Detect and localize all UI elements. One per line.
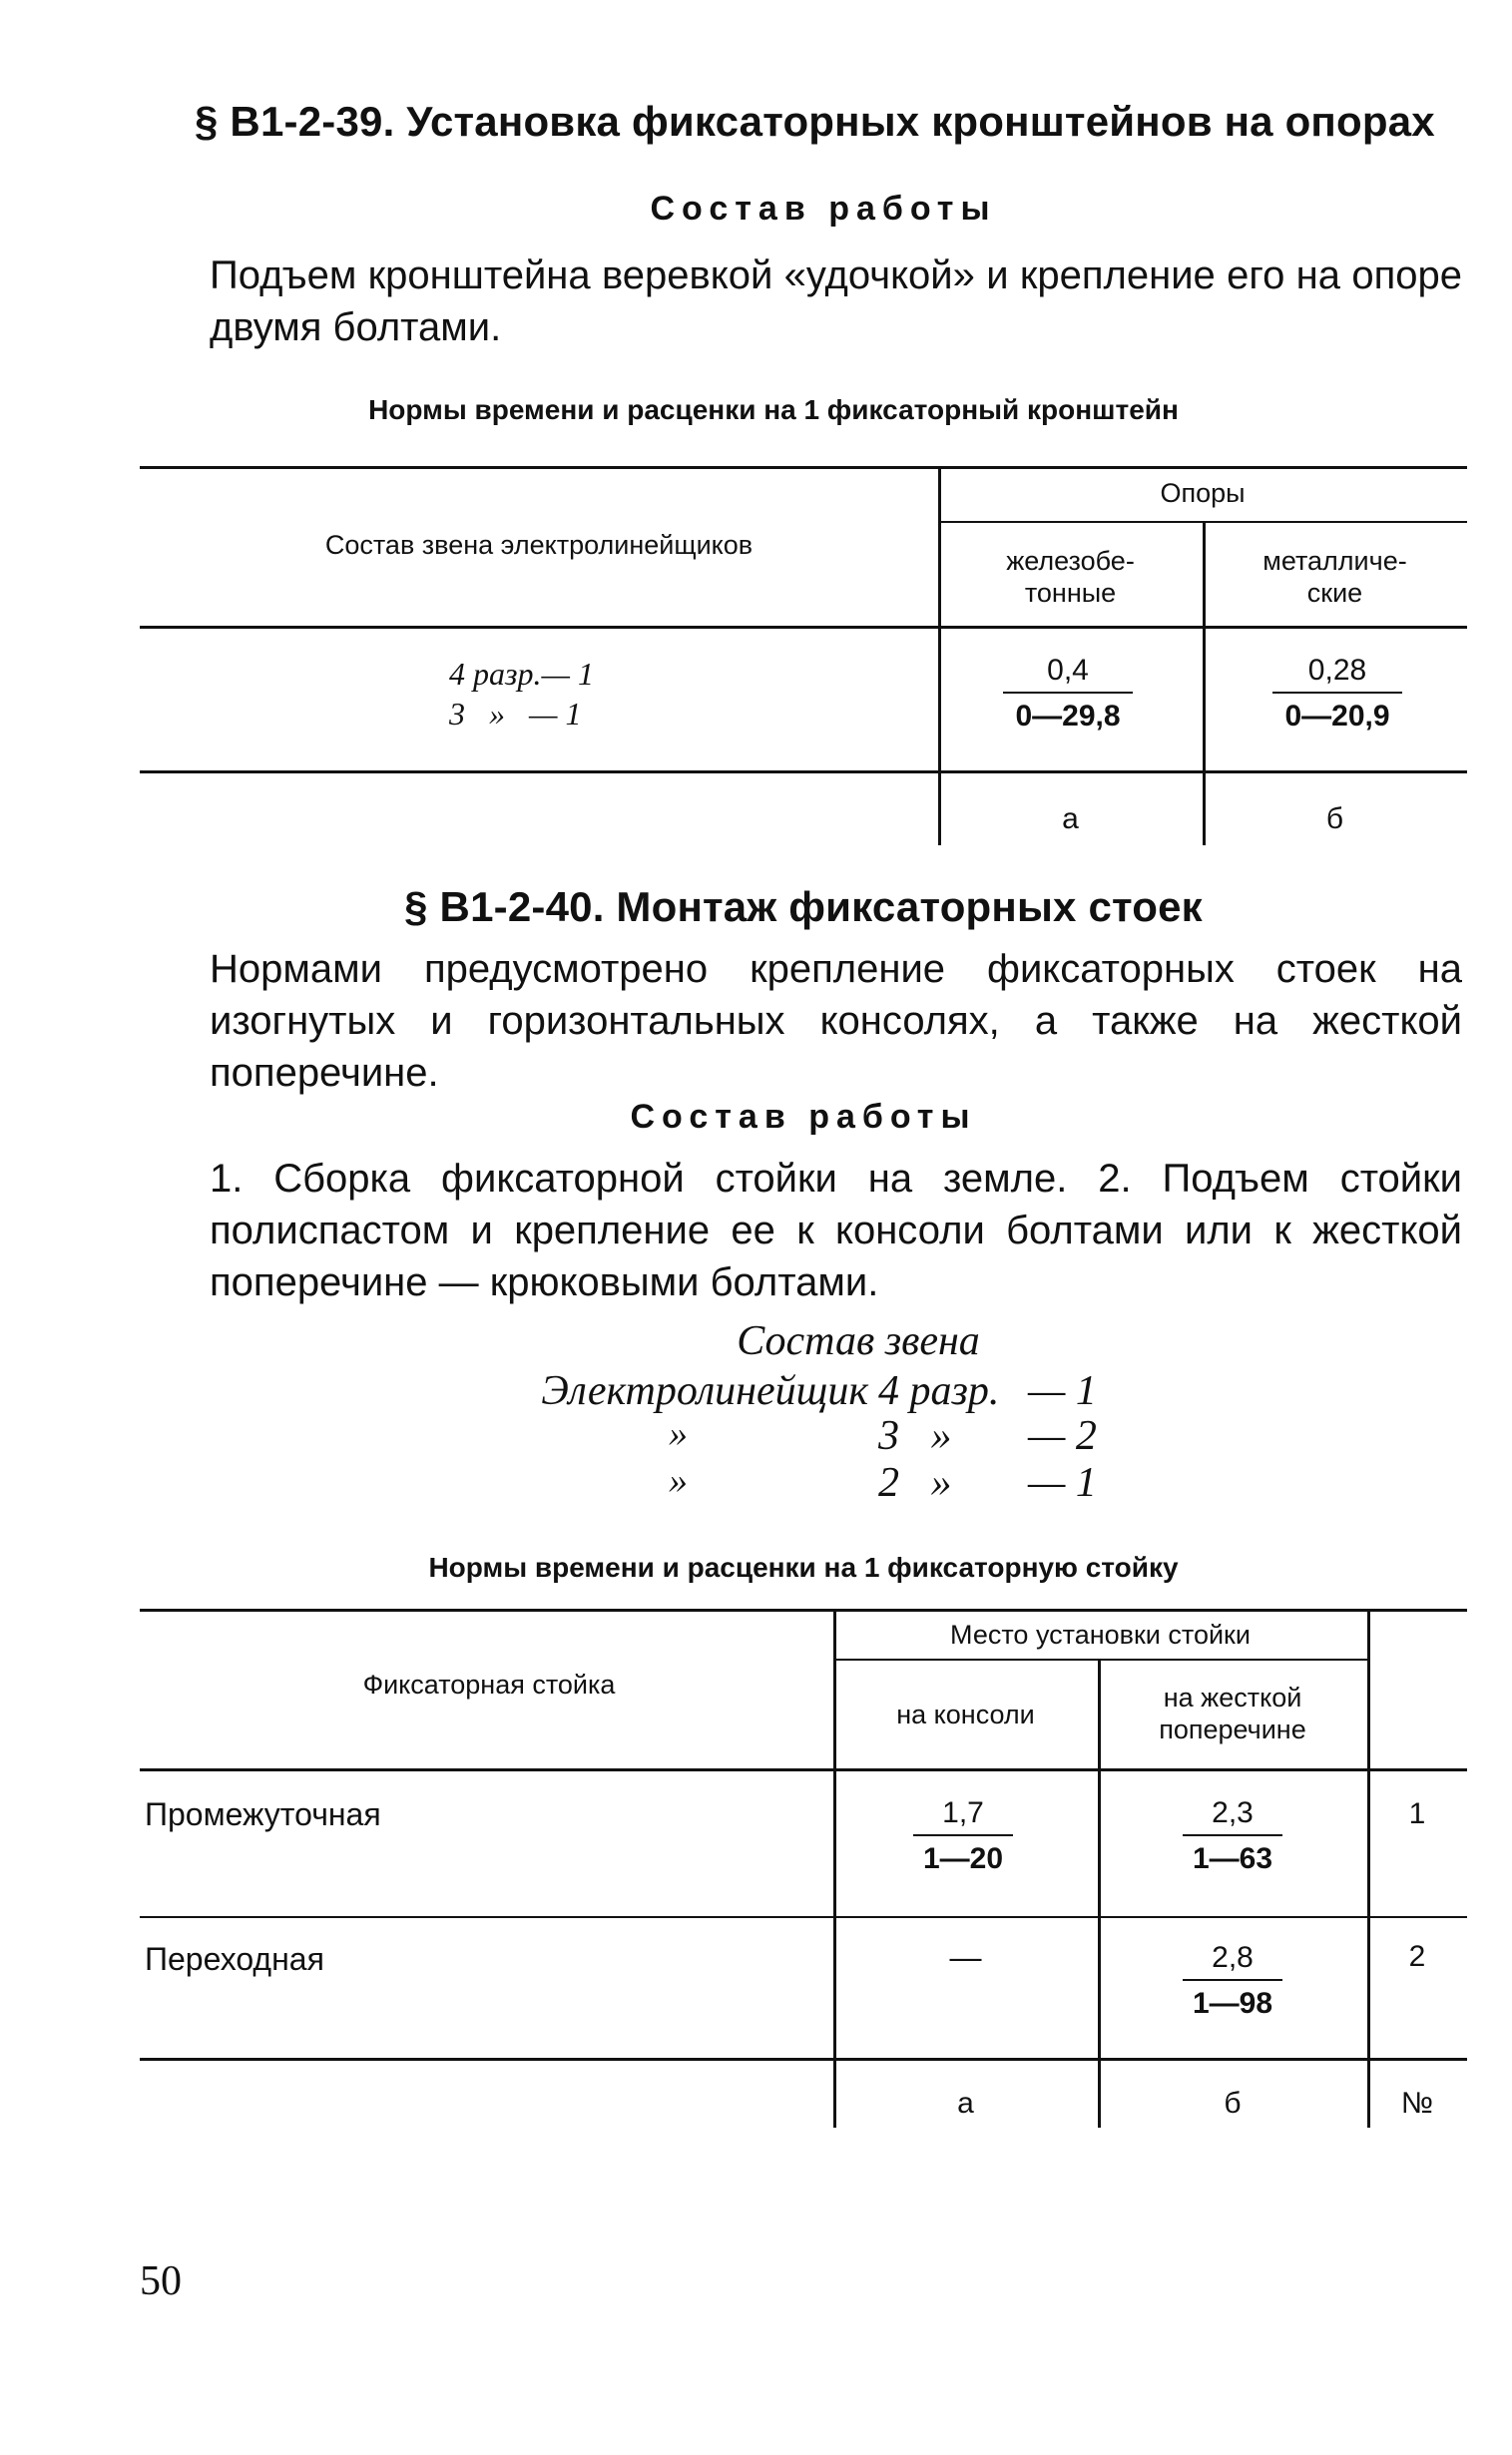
table2-footer-num: № <box>1400 2087 1434 2120</box>
crew-role-2: » <box>669 1413 688 1455</box>
table2-header-b: на жесткой поперечине <box>1159 1683 1306 1744</box>
crew-grade-3: 2 » <box>878 1460 952 1506</box>
table2-row1-b-norm: 2,3 <box>1212 1796 1254 1829</box>
table1-a-rate: 0—29,8 <box>1015 700 1121 733</box>
section1-work-text: Подъем кронштейна веревкой «удочкой» и крепление его на опоре двумя болтами. <box>210 253 1462 349</box>
table1-crew-line2: 3 » — 1 <box>449 696 582 732</box>
section2-table-caption: Нормы времени и расценки на 1 фиксаторную стойку <box>428 1552 1179 1583</box>
table2-row1-a <box>893 1796 1033 1876</box>
page-number: 50 <box>140 2258 182 2304</box>
table2-header-a: на консоли <box>896 1700 1035 1729</box>
section2-work-heading: Состав работы <box>630 1098 977 1136</box>
table2-row2-a-dash: — <box>949 1939 982 1975</box>
crew-count-1: — 1 <box>1028 1368 1097 1414</box>
section2-title: § В1-2-40. Монтаж фиксаторных стоек <box>404 883 1203 930</box>
table2-row1-b-rate: 1—63 <box>1192 1842 1273 1875</box>
crew-role-3: » <box>669 1460 688 1502</box>
section1-work-heading: Состав работы <box>650 190 997 228</box>
section1-title: § В1-2-39. Установка фиксаторных кронштейнов на опорах <box>195 98 1435 145</box>
table2-row2-b-norm: 2,8 <box>1212 1941 1254 1974</box>
table1-a-norm: 0,4 <box>1047 654 1089 687</box>
table2-row2-num: 2 <box>1408 1940 1426 1973</box>
table1-footer-b: б <box>1325 802 1344 835</box>
table1-header-a: железобе- тонные <box>1006 546 1135 608</box>
crew-role-1: Электролинейщик <box>541 1368 868 1414</box>
table2-row1-b <box>1163 1796 1302 1876</box>
table2-row1-num: 1 <box>1408 1797 1426 1830</box>
section1-table-caption: Нормы времени и расценки на 1 фиксаторный кронштейн <box>368 394 1179 425</box>
table1-b-norm: 0,28 <box>1307 654 1367 687</box>
crew-grade-1: 4 разр. <box>878 1368 1000 1414</box>
table1-value-b <box>1258 654 1417 734</box>
table1-footer-a: а <box>1062 802 1079 835</box>
table2-row1-a-rate: 1—20 <box>922 1842 1004 1875</box>
table1-b-rate: 0—20,9 <box>1284 700 1390 733</box>
table1-header-crew: Состав звена электролинейщиков <box>324 530 754 560</box>
table1-header-b: металличе- ские <box>1262 546 1407 608</box>
table2-row1-a-norm: 1,7 <box>942 1796 984 1829</box>
crew-grade-2: 3 » <box>878 1413 952 1459</box>
table2-footer-a: а <box>957 2087 974 2120</box>
table2-row1-name: Промежуточная <box>145 1796 381 1832</box>
crew-count-2: — 2 <box>1028 1413 1097 1459</box>
table2-header-group: Место установки стойки <box>950 1620 1251 1650</box>
table1-value-a <box>988 654 1148 734</box>
table2-row2-b-rate: 1—98 <box>1192 1987 1273 2020</box>
table2-footer-b: б <box>1224 2087 1242 2120</box>
table2-header-stand: Фиксаторная стойка <box>362 1670 616 1700</box>
table1-header-group: Опоры <box>1160 478 1246 508</box>
section2-intro: Нормами предусмотрено крепление фиксаторных стоек на изогнутых и горизонтальных консолях, а также на жесткой поперечине. <box>210 947 1462 1095</box>
table1-crew-line1: 4 разр.— 1 <box>449 656 594 692</box>
crew-heading: Состав звена <box>737 1318 980 1364</box>
crew-count-3: — 1 <box>1028 1460 1097 1506</box>
section2-work-text: 1. Сборка фиксаторной стойки на земле. 2. Подъем стойки полиспастом и крепление ее к консоли болтами или к жесткой поперечине — крюковыми болтами. <box>210 1157 1462 1304</box>
table2-row2-name: Переходная <box>145 1941 324 1977</box>
table2-row2-b <box>1163 1941 1302 2021</box>
